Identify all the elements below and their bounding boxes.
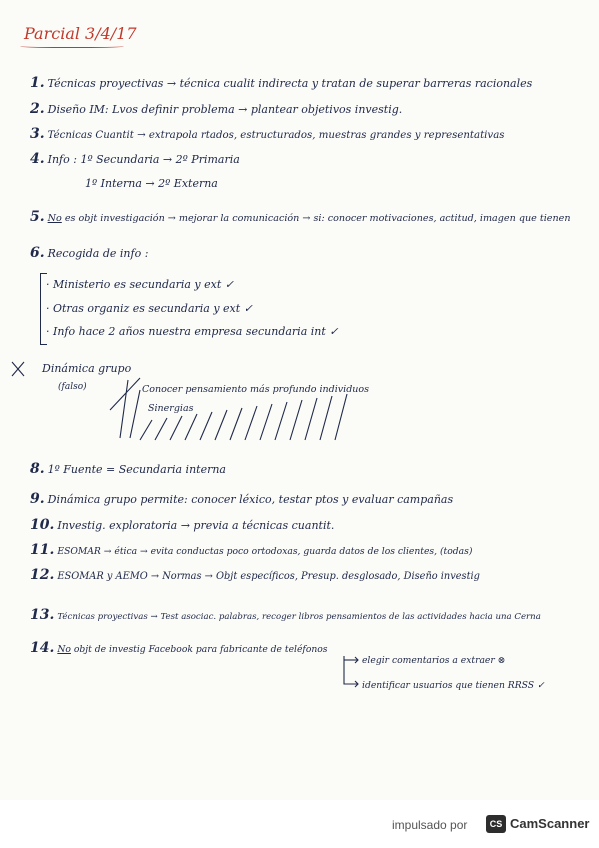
item-6-sub-1: · Ministerio es secundaria y ext ✓ <box>46 278 234 291</box>
item-text: 1º Interna → 2º Externa <box>85 177 218 190</box>
item-text: objt de investig Facebook para fabricante de teléfonos <box>73 644 328 655</box>
item-text: ESOMAR y AEMO → Normas → Objt específicos, Presup. desglosado, Diseño investig <box>57 571 480 582</box>
item-text: 1º Fuente = Secundaria interna <box>47 463 226 476</box>
item-number: 6. <box>30 245 45 261</box>
item-14 <box>30 641 328 657</box>
item-text: Recogida de info : <box>47 247 149 260</box>
item-number: 12. <box>30 567 55 583</box>
item-number: 4. <box>30 151 45 167</box>
item-7-crossed-2: Sinergias <box>148 403 194 414</box>
brand-name: CamScanner <box>510 816 590 831</box>
item-text: Técnicas proyectivas → Test asociac. palabras, recoger libros pensamientos de las actividades hacia una Cerna <box>57 612 541 622</box>
item-number: 2. <box>30 101 45 117</box>
item-1 <box>30 76 532 91</box>
item-text: Dinámica grupo permite: conocer léxico, testar ptos y evaluar campañas <box>47 493 454 506</box>
item-7-crossed-1: Conocer pensamiento más profundo individuos <box>142 384 369 395</box>
item-4 <box>30 152 240 167</box>
item-negation: No <box>57 644 71 655</box>
title-underline <box>20 44 124 48</box>
item-6 <box>30 246 148 261</box>
item-number: 11. <box>30 542 55 558</box>
item-3 <box>30 127 505 143</box>
item-text: Diseño IM: Lvos definir problema → plantear objetivos investig. <box>47 103 403 116</box>
item-11 <box>30 543 472 559</box>
item-6-sub-2: · Otras organiz es secundaria y ext ✓ <box>46 302 253 315</box>
item-text: Técnicas proyectivas → técnica cualit indirecta y tratan de superar barreras racionales <box>47 77 533 90</box>
item-number: 5. <box>30 209 45 225</box>
item-14-sub-2: identificar usuarios que tienen RRSS ✓ <box>362 680 545 691</box>
item-12 <box>30 568 480 584</box>
item-5 <box>30 210 571 226</box>
item-4-sub <box>85 177 218 191</box>
item-number: 10. <box>30 517 55 533</box>
item-8 <box>30 462 226 477</box>
item-14-sub-1: elegir comentarios a extraer ⊗ <box>362 655 506 666</box>
item-number: 14. <box>30 640 55 656</box>
item-text: Técnicas Cuantit → extrapola rtados, estructurados, muestras grandes y representativas <box>47 130 505 141</box>
item-number: 3. <box>30 126 45 142</box>
item-number: 8. <box>30 461 45 477</box>
item-number: 9. <box>30 491 45 507</box>
item-6-sub-3: · Info hace 2 años nuestra empresa secundaria int ✓ <box>46 325 339 338</box>
branch-arrow-icon <box>338 656 362 692</box>
item-13 <box>30 608 541 624</box>
item-text: Dinámica grupo <box>42 362 132 375</box>
camscanner-logo-icon: CS <box>486 815 506 833</box>
item-7 <box>42 362 131 376</box>
item-7-paren: (falso) <box>58 382 87 392</box>
item-text: ESOMAR → ética → evita conductas poco ortodoxas, guarda datos de los clientes, (todas) <box>57 546 473 557</box>
item-text: Info : 1º Secundaria → 2º Primaria <box>47 153 240 166</box>
item-number: 1. <box>30 75 45 91</box>
item-text: es objt investigación → mejorar la comunicación → si: conocer motivaciones, actitud, imagen que tienen <box>64 213 571 224</box>
item-9 <box>30 492 453 507</box>
item-number: 13. <box>30 607 55 623</box>
footer-text: impulsado por <box>392 818 468 832</box>
item-negation: No <box>47 213 62 224</box>
item-2 <box>30 102 402 117</box>
page-title: Parcial 3/4/17 <box>24 24 137 43</box>
item-10 <box>30 518 334 533</box>
item-text: Investig. exploratoria → previa a técnicas cuantit. <box>57 519 335 532</box>
